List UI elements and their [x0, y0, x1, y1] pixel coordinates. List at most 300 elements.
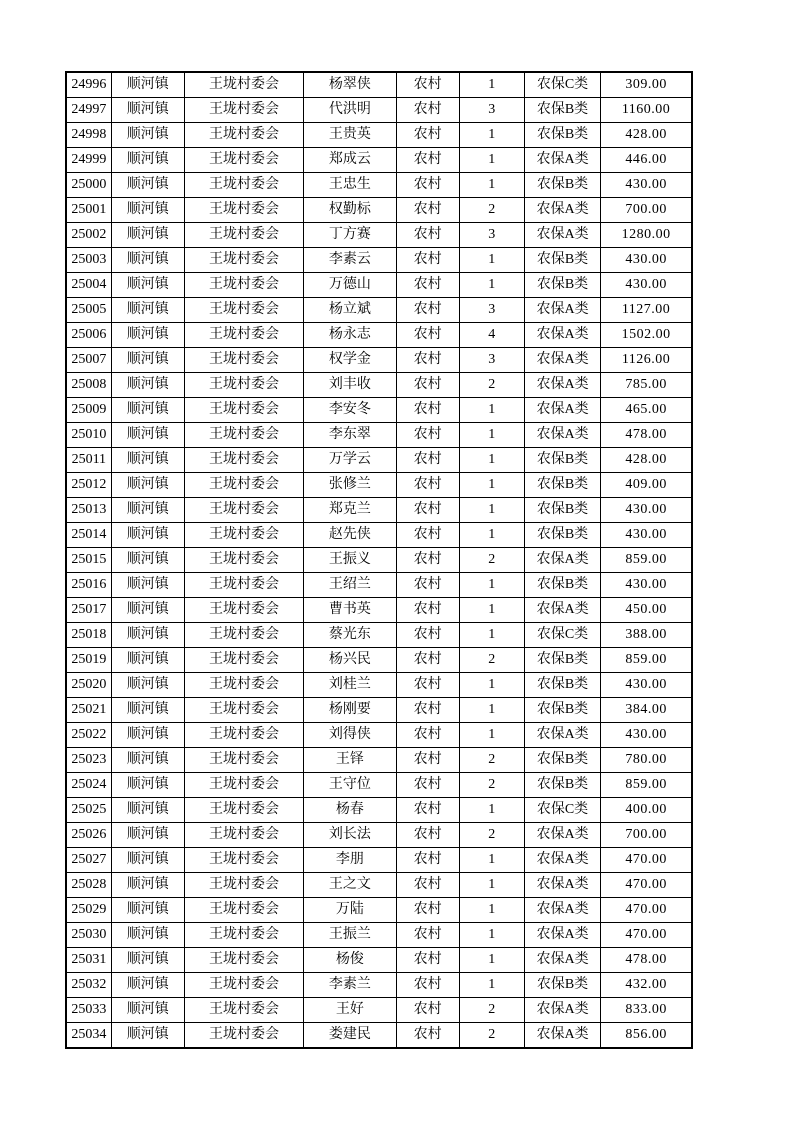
- cell-person-count: 1: [459, 923, 524, 948]
- cell-town: 顺河镇: [111, 98, 184, 123]
- cell-record-id: 25011: [66, 448, 111, 473]
- cell-insurance-category: 农保B类: [524, 273, 600, 298]
- cell-person-name: 王绍兰: [304, 573, 396, 598]
- cell-amount: 430.00: [601, 498, 692, 523]
- cell-insurance-category: 农保B类: [524, 648, 600, 673]
- cell-person-count: 2: [459, 373, 524, 398]
- cell-residence-type: 农村: [396, 648, 459, 673]
- cell-record-id: 25015: [66, 548, 111, 573]
- cell-town: 顺河镇: [111, 898, 184, 923]
- cell-village-committee: 王垅村委会: [184, 223, 303, 248]
- cell-town: 顺河镇: [111, 973, 184, 998]
- cell-person-count: 2: [459, 998, 524, 1023]
- cell-town: 顺河镇: [111, 648, 184, 673]
- cell-amount: 450.00: [601, 598, 692, 623]
- cell-insurance-category: 农保B类: [524, 98, 600, 123]
- cell-amount: 446.00: [601, 148, 692, 173]
- cell-town: 顺河镇: [111, 548, 184, 573]
- cell-village-committee: 王垅村委会: [184, 348, 303, 373]
- table-row: [66, 748, 692, 773]
- cell-village-committee: 王垅村委会: [184, 1023, 303, 1049]
- cell-insurance-category: 农保B类: [524, 248, 600, 273]
- cell-insurance-category: 农保B类: [524, 523, 600, 548]
- cell-village-committee: 王垅村委会: [184, 998, 303, 1023]
- cell-residence-type: 农村: [396, 548, 459, 573]
- cell-amount: 1280.00: [601, 223, 692, 248]
- cell-record-id: 25003: [66, 248, 111, 273]
- cell-village-committee: 王垅村委会: [184, 948, 303, 973]
- cell-village-committee: 王垅村委会: [184, 72, 303, 98]
- cell-residence-type: 农村: [396, 273, 459, 298]
- cell-amount: 780.00: [601, 748, 692, 773]
- cell-amount: 470.00: [601, 848, 692, 873]
- cell-town: 顺河镇: [111, 623, 184, 648]
- cell-residence-type: 农村: [396, 848, 459, 873]
- cell-residence-type: 农村: [396, 72, 459, 98]
- cell-insurance-category: 农保A类: [524, 198, 600, 223]
- cell-residence-type: 农村: [396, 823, 459, 848]
- cell-insurance-category: 农保B类: [524, 673, 600, 698]
- cell-person-count: 2: [459, 548, 524, 573]
- cell-record-id: 24999: [66, 148, 111, 173]
- cell-residence-type: 农村: [396, 423, 459, 448]
- cell-record-id: 25009: [66, 398, 111, 423]
- cell-residence-type: 农村: [396, 673, 459, 698]
- cell-person-name: 杨俊: [304, 948, 396, 973]
- table-row: [66, 348, 692, 373]
- cell-residence-type: 农村: [396, 323, 459, 348]
- table-row: [66, 523, 692, 548]
- cell-person-count: 1: [459, 248, 524, 273]
- cell-insurance-category: 农保A类: [524, 948, 600, 973]
- cell-amount: 1126.00: [601, 348, 692, 373]
- cell-residence-type: 农村: [396, 923, 459, 948]
- cell-person-count: 1: [459, 448, 524, 473]
- cell-amount: 432.00: [601, 973, 692, 998]
- cell-amount: 478.00: [601, 423, 692, 448]
- cell-person-count: 2: [459, 1023, 524, 1049]
- table-row: [66, 548, 692, 573]
- cell-person-count: 2: [459, 748, 524, 773]
- cell-person-count: 1: [459, 598, 524, 623]
- cell-town: 顺河镇: [111, 123, 184, 148]
- cell-record-id: 25012: [66, 473, 111, 498]
- cell-person-name: 代洪明: [304, 98, 396, 123]
- cell-person-name: 李素云: [304, 248, 396, 273]
- cell-insurance-category: 农保B类: [524, 123, 600, 148]
- cell-town: 顺河镇: [111, 873, 184, 898]
- cell-person-count: 1: [459, 423, 524, 448]
- cell-record-id: 24998: [66, 123, 111, 148]
- cell-person-name: 万学云: [304, 448, 396, 473]
- cell-amount: 430.00: [601, 573, 692, 598]
- cell-amount: 478.00: [601, 948, 692, 973]
- cell-person-name: 赵先侠: [304, 523, 396, 548]
- cell-person-count: 4: [459, 323, 524, 348]
- cell-insurance-category: 农保A类: [524, 723, 600, 748]
- cell-village-committee: 王垅村委会: [184, 323, 303, 348]
- cell-record-id: 25026: [66, 823, 111, 848]
- cell-residence-type: 农村: [396, 148, 459, 173]
- cell-insurance-category: 农保A类: [524, 1023, 600, 1049]
- cell-person-name: 李素兰: [304, 973, 396, 998]
- cell-record-id: 25024: [66, 773, 111, 798]
- cell-residence-type: 农村: [396, 948, 459, 973]
- cell-person-count: 1: [459, 173, 524, 198]
- cell-residence-type: 农村: [396, 998, 459, 1023]
- cell-insurance-category: 农保A类: [524, 298, 600, 323]
- cell-record-id: 25033: [66, 998, 111, 1023]
- cell-person-count: 1: [459, 898, 524, 923]
- cell-village-committee: 王垅村委会: [184, 748, 303, 773]
- table-row: [66, 873, 692, 898]
- table-row: [66, 673, 692, 698]
- cell-village-committee: 王垅村委会: [184, 398, 303, 423]
- table-row: [66, 448, 692, 473]
- cell-person-name: 王振义: [304, 548, 396, 573]
- cell-amount: 465.00: [601, 398, 692, 423]
- cell-record-id: 25034: [66, 1023, 111, 1049]
- cell-amount: 430.00: [601, 173, 692, 198]
- cell-village-committee: 王垅村委会: [184, 673, 303, 698]
- cell-person-count: 1: [459, 523, 524, 548]
- cell-town: 顺河镇: [111, 573, 184, 598]
- cell-village-committee: 王垅村委会: [184, 973, 303, 998]
- cell-town: 顺河镇: [111, 948, 184, 973]
- cell-insurance-category: 农保A类: [524, 398, 600, 423]
- table-row: [66, 298, 692, 323]
- cell-person-name: 刘丰收: [304, 373, 396, 398]
- cell-village-committee: 王垅村委会: [184, 298, 303, 323]
- cell-record-id: 25027: [66, 848, 111, 873]
- cell-village-committee: 王垅村委会: [184, 923, 303, 948]
- cell-record-id: 25010: [66, 423, 111, 448]
- cell-person-count: 1: [459, 848, 524, 873]
- cell-person-count: 1: [459, 148, 524, 173]
- table-row: [66, 898, 692, 923]
- cell-record-id: 25019: [66, 648, 111, 673]
- cell-person-name: 曹书英: [304, 598, 396, 623]
- cell-person-name: 杨春: [304, 798, 396, 823]
- table-row: [66, 398, 692, 423]
- cell-residence-type: 农村: [396, 348, 459, 373]
- table-row: [66, 373, 692, 398]
- table-row: [66, 773, 692, 798]
- cell-insurance-category: 农保A类: [524, 598, 600, 623]
- cell-village-committee: 王垅村委会: [184, 523, 303, 548]
- cell-town: 顺河镇: [111, 523, 184, 548]
- table-row: [66, 223, 692, 248]
- cell-person-name: 王好: [304, 998, 396, 1023]
- cell-residence-type: 农村: [396, 223, 459, 248]
- cell-residence-type: 农村: [396, 173, 459, 198]
- cell-person-name: 王守位: [304, 773, 396, 798]
- cell-town: 顺河镇: [111, 698, 184, 723]
- cell-town: 顺河镇: [111, 298, 184, 323]
- table-row: [66, 998, 692, 1023]
- cell-amount: 859.00: [601, 773, 692, 798]
- cell-person-count: 2: [459, 648, 524, 673]
- cell-town: 顺河镇: [111, 1023, 184, 1049]
- table-row: [66, 1023, 692, 1049]
- cell-insurance-category: 农保A类: [524, 148, 600, 173]
- cell-residence-type: 农村: [396, 523, 459, 548]
- cell-village-committee: 王垅村委会: [184, 273, 303, 298]
- cell-residence-type: 农村: [396, 198, 459, 223]
- table-row: [66, 72, 692, 98]
- cell-town: 顺河镇: [111, 148, 184, 173]
- cell-person-name: 蔡光东: [304, 623, 396, 648]
- cell-person-count: 1: [459, 473, 524, 498]
- cell-amount: 430.00: [601, 673, 692, 698]
- cell-record-id: 25020: [66, 673, 111, 698]
- cell-insurance-category: 农保B类: [524, 973, 600, 998]
- cell-amount: 1160.00: [601, 98, 692, 123]
- cell-record-id: 25014: [66, 523, 111, 548]
- cell-person-name: 刘长法: [304, 823, 396, 848]
- cell-person-name: 李东翠: [304, 423, 396, 448]
- cell-person-name: 丁方赛: [304, 223, 396, 248]
- cell-person-count: 2: [459, 198, 524, 223]
- cell-record-id: 25028: [66, 873, 111, 898]
- cell-amount: 700.00: [601, 198, 692, 223]
- cell-insurance-category: 农保C类: [524, 72, 600, 98]
- cell-residence-type: 农村: [396, 573, 459, 598]
- cell-person-count: 1: [459, 723, 524, 748]
- cell-amount: 388.00: [601, 623, 692, 648]
- cell-record-id: 25016: [66, 573, 111, 598]
- cell-amount: 859.00: [601, 548, 692, 573]
- cell-person-count: 1: [459, 973, 524, 998]
- cell-person-count: 3: [459, 348, 524, 373]
- cell-person-name: 杨刚要: [304, 698, 396, 723]
- cell-village-committee: 王垅村委会: [184, 573, 303, 598]
- cell-town: 顺河镇: [111, 773, 184, 798]
- cell-amount: 430.00: [601, 248, 692, 273]
- table-row: [66, 598, 692, 623]
- cell-person-name: 万德山: [304, 273, 396, 298]
- cell-record-id: 25029: [66, 898, 111, 923]
- cell-person-count: 3: [459, 223, 524, 248]
- cell-insurance-category: 农保A类: [524, 323, 600, 348]
- cell-residence-type: 农村: [396, 773, 459, 798]
- cell-insurance-category: 农保A类: [524, 348, 600, 373]
- cell-town: 顺河镇: [111, 273, 184, 298]
- cell-amount: 470.00: [601, 898, 692, 923]
- cell-village-committee: 王垅村委会: [184, 773, 303, 798]
- cell-record-id: 25008: [66, 373, 111, 398]
- cell-village-committee: 王垅村委会: [184, 623, 303, 648]
- cell-amount: 1502.00: [601, 323, 692, 348]
- cell-record-id: 25002: [66, 223, 111, 248]
- cell-person-name: 刘得侠: [304, 723, 396, 748]
- cell-village-committee: 王垅村委会: [184, 448, 303, 473]
- cell-amount: 833.00: [601, 998, 692, 1023]
- cell-insurance-category: 农保B类: [524, 773, 600, 798]
- cell-person-name: 权勤标: [304, 198, 396, 223]
- cell-village-committee: 王垅村委会: [184, 848, 303, 873]
- cell-amount: 1127.00: [601, 298, 692, 323]
- cell-village-committee: 王垅村委会: [184, 873, 303, 898]
- cell-person-count: 1: [459, 573, 524, 598]
- cell-residence-type: 农村: [396, 598, 459, 623]
- table-row: [66, 498, 692, 523]
- table-row: [66, 473, 692, 498]
- cell-insurance-category: 农保C类: [524, 798, 600, 823]
- table-row: [66, 573, 692, 598]
- cell-person-name: 李安冬: [304, 398, 396, 423]
- cell-record-id: 25032: [66, 973, 111, 998]
- cell-town: 顺河镇: [111, 373, 184, 398]
- table-row: [66, 148, 692, 173]
- cell-amount: 700.00: [601, 823, 692, 848]
- cell-record-id: 25023: [66, 748, 111, 773]
- cell-person-name: 杨永志: [304, 323, 396, 348]
- cell-record-id: 25017: [66, 598, 111, 623]
- cell-person-name: 王之文: [304, 873, 396, 898]
- cell-person-count: 1: [459, 948, 524, 973]
- table-row: [66, 948, 692, 973]
- cell-village-committee: 王垅村委会: [184, 648, 303, 673]
- cell-person-name: 张修兰: [304, 473, 396, 498]
- cell-village-committee: 王垅村委会: [184, 373, 303, 398]
- cell-record-id: 25031: [66, 948, 111, 973]
- cell-town: 顺河镇: [111, 598, 184, 623]
- cell-person-count: 3: [459, 98, 524, 123]
- cell-insurance-category: 农保A类: [524, 998, 600, 1023]
- cell-record-id: 25025: [66, 798, 111, 823]
- cell-amount: 309.00: [601, 72, 692, 98]
- cell-town: 顺河镇: [111, 173, 184, 198]
- cell-person-count: 1: [459, 798, 524, 823]
- cell-insurance-category: 农保A类: [524, 923, 600, 948]
- cell-record-id: 25013: [66, 498, 111, 523]
- cell-amount: 856.00: [601, 1023, 692, 1049]
- cell-insurance-category: 农保C类: [524, 623, 600, 648]
- cell-insurance-category: 农保A类: [524, 873, 600, 898]
- cell-person-count: 1: [459, 72, 524, 98]
- cell-residence-type: 农村: [396, 248, 459, 273]
- cell-residence-type: 农村: [396, 873, 459, 898]
- cell-amount: 430.00: [601, 273, 692, 298]
- cell-amount: 428.00: [601, 448, 692, 473]
- cell-record-id: 24997: [66, 98, 111, 123]
- cell-amount: 409.00: [601, 473, 692, 498]
- cell-village-committee: 王垅村委会: [184, 173, 303, 198]
- cell-town: 顺河镇: [111, 198, 184, 223]
- cell-insurance-category: 农保A类: [524, 223, 600, 248]
- table-row: [66, 198, 692, 223]
- cell-person-count: 1: [459, 123, 524, 148]
- cell-village-committee: 王垅村委会: [184, 248, 303, 273]
- cell-town: 顺河镇: [111, 248, 184, 273]
- cell-residence-type: 农村: [396, 473, 459, 498]
- cell-insurance-category: 农保B类: [524, 748, 600, 773]
- table-row: [66, 723, 692, 748]
- cell-town: 顺河镇: [111, 798, 184, 823]
- cell-village-committee: 王垅村委会: [184, 898, 303, 923]
- cell-town: 顺河镇: [111, 223, 184, 248]
- cell-village-committee: 王垅村委会: [184, 423, 303, 448]
- cell-person-count: 1: [459, 273, 524, 298]
- cell-town: 顺河镇: [111, 823, 184, 848]
- cell-town: 顺河镇: [111, 72, 184, 98]
- cell-person-count: 1: [459, 673, 524, 698]
- cell-record-id: 24996: [66, 72, 111, 98]
- cell-town: 顺河镇: [111, 848, 184, 873]
- table-row: [66, 323, 692, 348]
- cell-person-name: 王振兰: [304, 923, 396, 948]
- cell-amount: 428.00: [601, 123, 692, 148]
- cell-amount: 470.00: [601, 923, 692, 948]
- cell-person-name: 娄建民: [304, 1023, 396, 1049]
- cell-insurance-category: 农保B类: [524, 173, 600, 198]
- cell-village-committee: 王垅村委会: [184, 723, 303, 748]
- table-row: [66, 423, 692, 448]
- cell-residence-type: 农村: [396, 698, 459, 723]
- cell-residence-type: 农村: [396, 748, 459, 773]
- benefit-table-body: [66, 72, 692, 1048]
- cell-person-count: 1: [459, 698, 524, 723]
- cell-town: 顺河镇: [111, 673, 184, 698]
- cell-insurance-category: 农保A类: [524, 848, 600, 873]
- cell-residence-type: 农村: [396, 498, 459, 523]
- cell-person-count: 1: [459, 623, 524, 648]
- cell-insurance-category: 农保B类: [524, 448, 600, 473]
- cell-residence-type: 农村: [396, 723, 459, 748]
- cell-residence-type: 农村: [396, 123, 459, 148]
- cell-amount: 859.00: [601, 648, 692, 673]
- table-row: [66, 923, 692, 948]
- cell-amount: 470.00: [601, 873, 692, 898]
- cell-person-name: 李朋: [304, 848, 396, 873]
- cell-record-id: 25030: [66, 923, 111, 948]
- table-row: [66, 823, 692, 848]
- table-row: [66, 273, 692, 298]
- cell-town: 顺河镇: [111, 323, 184, 348]
- cell-town: 顺河镇: [111, 473, 184, 498]
- table-row: [66, 98, 692, 123]
- cell-amount: 430.00: [601, 723, 692, 748]
- cell-record-id: 25006: [66, 323, 111, 348]
- cell-insurance-category: 农保B类: [524, 498, 600, 523]
- cell-town: 顺河镇: [111, 423, 184, 448]
- cell-insurance-category: 农保B类: [524, 698, 600, 723]
- table-row: [66, 648, 692, 673]
- cell-person-name: 权学金: [304, 348, 396, 373]
- cell-person-name: 郑成云: [304, 148, 396, 173]
- cell-town: 顺河镇: [111, 498, 184, 523]
- table-row: [66, 248, 692, 273]
- cell-residence-type: 农村: [396, 898, 459, 923]
- cell-town: 顺河镇: [111, 398, 184, 423]
- cell-record-id: 25001: [66, 198, 111, 223]
- cell-person-name: 王忠生: [304, 173, 396, 198]
- cell-town: 顺河镇: [111, 723, 184, 748]
- cell-insurance-category: 农保A类: [524, 898, 600, 923]
- cell-residence-type: 农村: [396, 398, 459, 423]
- cell-insurance-category: 农保A类: [524, 548, 600, 573]
- cell-residence-type: 农村: [396, 623, 459, 648]
- cell-residence-type: 农村: [396, 973, 459, 998]
- cell-amount: 430.00: [601, 523, 692, 548]
- cell-amount: 400.00: [601, 798, 692, 823]
- cell-town: 顺河镇: [111, 923, 184, 948]
- cell-record-id: 25005: [66, 298, 111, 323]
- cell-person-name: 杨翠侠: [304, 72, 396, 98]
- cell-village-committee: 王垅村委会: [184, 473, 303, 498]
- cell-village-committee: 王垅村委会: [184, 598, 303, 623]
